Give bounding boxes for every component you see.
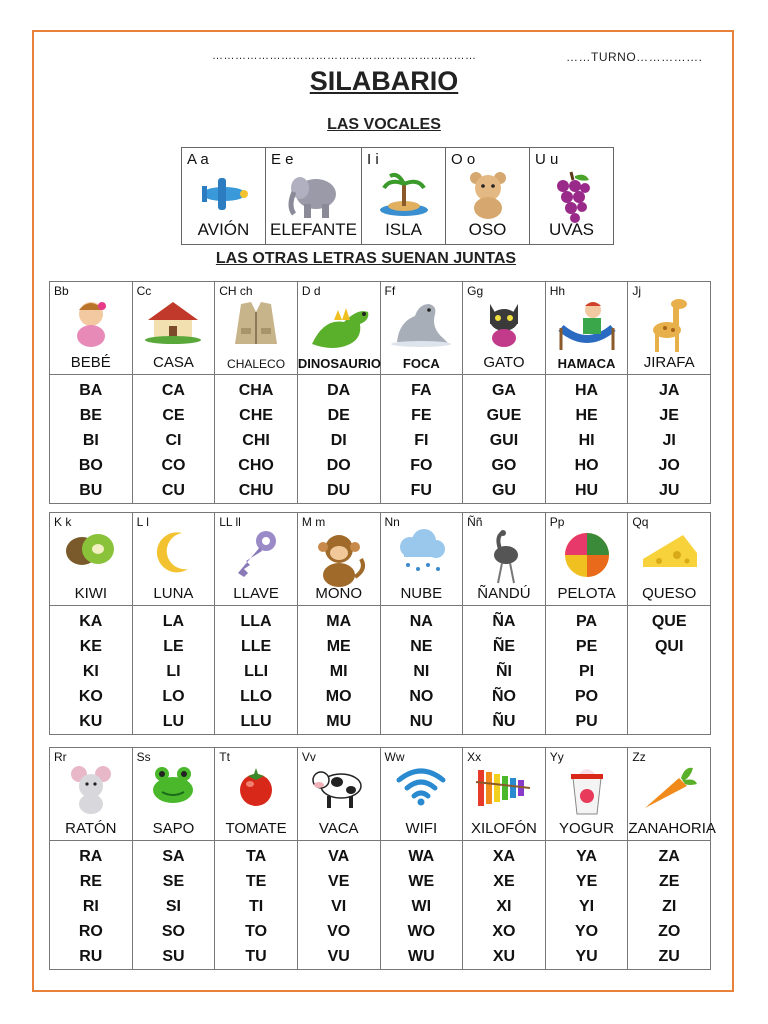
letter-cell	[628, 748, 716, 841]
syllable: HU	[575, 482, 599, 499]
cat-icon	[482, 298, 526, 353]
elephant-icon	[284, 170, 344, 225]
syllable: SE	[162, 873, 185, 890]
letter-label: Tt	[219, 750, 230, 764]
syllable: SO	[161, 923, 185, 940]
vowel-word: AVIÓN	[197, 220, 250, 239]
consonant-table-3	[49, 747, 716, 970]
letter-cell	[132, 282, 215, 375]
syllable: GA	[491, 382, 516, 399]
syllable: FA	[411, 382, 432, 399]
word-label: PELOTA	[557, 585, 616, 602]
word-label: NUBE	[400, 585, 443, 602]
airplane-icon	[196, 170, 252, 221]
word-label: CHALECO	[227, 357, 286, 371]
syllable-cell	[297, 606, 380, 735]
syllable: PU	[575, 713, 598, 730]
syllable: BE	[79, 407, 102, 424]
syllable-cell	[50, 841, 133, 970]
cloud-icon	[392, 529, 450, 580]
picture-row	[50, 513, 711, 606]
syllable: NO	[409, 688, 434, 705]
seal-icon	[389, 298, 453, 353]
word-label: JIRAFA	[643, 354, 695, 371]
word-label: BEBÉ	[70, 354, 111, 371]
letter-label: L l	[136, 515, 149, 529]
syllable: CHU	[238, 482, 274, 499]
syllable: MI	[329, 663, 348, 680]
picture-row	[50, 748, 711, 841]
wifi-icon	[393, 764, 449, 813]
syllable: QUI	[654, 638, 684, 655]
syllable: TO	[245, 923, 268, 940]
syllable: VI	[331, 898, 347, 915]
syllable-cell	[545, 375, 628, 504]
syllable: ZU	[658, 948, 680, 965]
syllable-cell	[132, 606, 215, 735]
letter-label: Qq	[632, 515, 649, 529]
syllable: WO	[407, 923, 436, 940]
syllable-cell	[463, 375, 546, 504]
turno-line: ……TURNO…………….	[566, 50, 703, 64]
syllable-row	[50, 375, 711, 504]
syllable: HE	[575, 407, 598, 424]
vowel-cell-i	[362, 148, 446, 245]
syllable-cell	[215, 841, 298, 970]
letter-cell	[380, 282, 463, 375]
letter-cell	[215, 282, 298, 375]
syllable-cell	[297, 375, 380, 504]
frog-icon	[148, 764, 198, 813]
consonant-table-1	[49, 281, 711, 504]
syllable: NA	[409, 613, 433, 630]
syllable: HA	[575, 382, 599, 399]
mouse-icon	[69, 764, 113, 821]
syllable: SA	[162, 848, 185, 865]
kiwi-icon	[64, 529, 118, 574]
letter-label: Gg	[467, 284, 484, 298]
word-label: KIWI	[74, 585, 108, 602]
word-label: RATÓN	[65, 820, 117, 837]
letter-label: Rr	[54, 750, 67, 764]
syllable: PO	[575, 688, 599, 705]
syllable: TI	[248, 898, 264, 915]
word-label: SAPO	[152, 820, 195, 837]
syllable-cell	[132, 841, 215, 970]
letter-label: Cc	[136, 284, 152, 298]
syllable: ÑU	[492, 713, 516, 730]
syllable: ME	[326, 638, 351, 655]
island-icon	[376, 170, 432, 223]
syllable: LLU	[240, 713, 272, 730]
syllable: SI	[165, 898, 181, 915]
syllable: JI	[662, 432, 676, 449]
syllable: KO	[78, 688, 103, 705]
syllable: KA	[79, 613, 103, 630]
syllable: VA	[328, 848, 350, 865]
syllable-cell	[463, 841, 546, 970]
syllable: WI	[411, 898, 432, 915]
letter-cell	[297, 748, 380, 841]
syllable-cell	[463, 606, 546, 735]
syllable-row	[50, 606, 711, 735]
vowel-letter: U u	[535, 151, 559, 168]
xylophone-icon	[474, 764, 534, 815]
letter-cell	[545, 282, 628, 375]
syllable: PI	[579, 663, 595, 680]
syllable-cell	[50, 375, 133, 504]
letter-label: Ww	[384, 750, 405, 764]
name-line: ……………………………………………………………	[212, 50, 477, 62]
vowel-word: ELEFANTE	[270, 220, 357, 239]
syllable: KI	[82, 663, 99, 680]
syllable: VU	[327, 948, 350, 965]
picture-row	[50, 282, 711, 375]
syllable: BU	[79, 482, 103, 499]
syllable	[628, 709, 710, 734]
letter-label: Ññ	[467, 515, 483, 529]
dinosaur-icon	[304, 298, 374, 359]
syllable: NI	[413, 663, 430, 680]
syllable: BO	[78, 457, 103, 474]
letter-label: Ss	[136, 750, 151, 764]
bear-icon	[464, 170, 512, 225]
syllable: RO	[78, 923, 103, 940]
giraffe-icon	[647, 298, 691, 359]
syllable: VE	[328, 873, 350, 890]
syllable: CHI	[242, 432, 270, 449]
syllable: BI	[82, 432, 99, 449]
letter-label: Bb	[54, 284, 69, 298]
syllable-cell	[215, 606, 298, 735]
syllable-cell	[132, 375, 215, 504]
syllable: JE	[659, 407, 679, 424]
letter-cell	[215, 513, 298, 606]
syllable: GUE	[486, 407, 522, 424]
word-label: ZANAHORIA	[628, 820, 716, 837]
key-icon	[232, 529, 280, 584]
syllable: FO	[410, 457, 433, 474]
syllable: HO	[574, 457, 599, 474]
syllable: CHA	[238, 382, 274, 399]
word-label: HAMACA	[557, 356, 616, 371]
letter-cell	[380, 748, 463, 841]
syllable-cell	[545, 841, 628, 970]
letter-cell	[297, 282, 380, 375]
word-label: GATO	[483, 354, 525, 371]
syllable: FU	[410, 482, 432, 499]
syllable: XA	[492, 848, 516, 865]
syllable: ÑA	[492, 613, 516, 630]
letter-cell	[50, 282, 133, 375]
vowel-letter: A a	[187, 151, 209, 168]
vowel-word: UVAS	[548, 220, 595, 239]
syllable: HI	[578, 432, 595, 449]
word-label: LUNA	[153, 585, 194, 602]
syllable: YI	[579, 898, 595, 915]
vowel-word: OSO	[468, 220, 507, 239]
syllable: WE	[408, 873, 435, 890]
word-label: WIFI	[405, 820, 438, 837]
word-label: LLAVE	[233, 585, 279, 602]
syllable: PE	[575, 638, 598, 655]
letter-cell	[297, 513, 380, 606]
syllable-row	[50, 841, 711, 970]
word-label: MONO	[315, 585, 363, 602]
syllable: MA	[326, 613, 352, 630]
letter-cell	[545, 513, 628, 606]
letter-label: Jj	[632, 284, 642, 298]
syllable-cell	[380, 841, 463, 970]
syllable: CHE	[239, 407, 273, 424]
syllable: DO	[326, 457, 351, 474]
letter-cell	[132, 748, 215, 841]
syllable: GUI	[489, 432, 519, 449]
hammock-icon	[557, 298, 617, 359]
syllable: CHO	[238, 457, 274, 474]
syllable: XI	[496, 898, 512, 915]
syllable: WU	[407, 948, 435, 965]
syllable: RU	[79, 948, 103, 965]
house-icon	[144, 298, 202, 349]
syllable: LLI	[244, 663, 269, 680]
syllable: ZO	[658, 923, 681, 940]
syllable: JO	[658, 457, 680, 474]
vowel-word: ISLA	[385, 220, 422, 239]
letter-cell	[628, 282, 711, 375]
letter-label: LL ll	[219, 515, 241, 529]
syllable: YO	[575, 923, 599, 940]
syllable: JU	[658, 482, 680, 499]
syllable: RI	[82, 898, 99, 915]
cheese-icon	[639, 529, 699, 578]
page-title: SILABARIO	[309, 66, 459, 96]
syllable: BA	[79, 382, 103, 399]
syllable: FE	[411, 407, 432, 424]
letter-label: M m	[301, 515, 326, 529]
letter-label: Yy	[549, 750, 564, 764]
syllable: LLA	[240, 613, 272, 630]
syllable: WA	[408, 848, 435, 865]
syllable: LU	[162, 713, 185, 730]
syllable: CI	[165, 432, 182, 449]
syllable: XE	[493, 873, 515, 890]
vowel-letter: O o	[451, 151, 476, 168]
syllable-cell	[297, 841, 380, 970]
syllable: VO	[327, 923, 351, 940]
syllable: TA	[245, 848, 267, 865]
word-label: TOMATE	[225, 820, 287, 837]
vowel-cell-e	[266, 148, 362, 245]
syllable: CU	[161, 482, 185, 499]
syllable: NE	[410, 638, 433, 655]
carrot-icon	[639, 764, 699, 819]
syllable: YE	[575, 873, 598, 890]
syllable: QUE	[651, 613, 687, 630]
syllable: LLE	[240, 638, 272, 655]
syllable: DI	[330, 432, 347, 449]
consonant-table-2	[49, 512, 711, 735]
letter-label: Ff	[384, 284, 396, 298]
syllable: ÑI	[495, 663, 512, 680]
syllable: YA	[576, 848, 597, 865]
yogurt-icon	[567, 764, 607, 823]
syllable: KE	[79, 638, 102, 655]
syllable: CA	[161, 382, 185, 399]
syllable: YU	[575, 948, 598, 965]
word-label: QUESO	[642, 585, 697, 602]
syllable-cell	[628, 841, 711, 970]
word-label: CASA	[153, 354, 194, 371]
word-label: YOGUR	[559, 820, 615, 837]
syllable-cell	[215, 375, 298, 504]
letter-label: Xx	[467, 750, 482, 764]
syllable: XU	[492, 948, 516, 965]
word-label: ÑANDÚ	[477, 585, 531, 602]
syllable-cell	[628, 606, 711, 735]
syllable-cell	[380, 606, 463, 735]
syllable	[628, 684, 710, 709]
letter-cell	[380, 513, 463, 606]
syllable: LLO	[240, 688, 273, 705]
syllable: JA	[658, 382, 680, 399]
syllable: ZE	[658, 873, 680, 890]
baby-icon	[68, 298, 114, 353]
syllable: ZA	[658, 848, 680, 865]
vowel-letter: I i	[367, 151, 379, 168]
syllable: PA	[576, 613, 598, 630]
letter-cell	[545, 748, 628, 841]
syllable: DU	[327, 482, 351, 499]
vowel-cell-u	[530, 148, 614, 245]
letter-cell	[463, 748, 546, 841]
syllable: GO	[491, 457, 517, 474]
syllable: ÑE	[492, 638, 516, 655]
rhea-icon	[484, 529, 524, 590]
syllable: TE	[245, 873, 267, 890]
syllable	[628, 659, 710, 684]
vowel-letter: E e	[271, 151, 294, 168]
syllable-cell	[380, 375, 463, 504]
letter-cell	[463, 513, 546, 606]
syllable: SU	[162, 948, 185, 965]
syllable: ZI	[662, 898, 677, 915]
letter-cell	[132, 513, 215, 606]
syllable-cell	[628, 375, 711, 504]
syllable: RA	[79, 848, 103, 865]
word-label: VACA	[318, 820, 359, 837]
letter-cell	[215, 748, 298, 841]
ball-icon	[561, 529, 613, 586]
syllable: CE	[162, 407, 185, 424]
syllable: DE	[327, 407, 350, 424]
letter-label: K k	[54, 515, 72, 529]
word-label: DINOSAURIO	[297, 356, 381, 371]
vowel-cell-o	[446, 148, 530, 245]
syllable: LA	[162, 613, 185, 630]
syllable: TU	[245, 948, 267, 965]
letter-label: Zz	[632, 750, 646, 764]
letter-label: Nn	[384, 515, 400, 529]
letter-cell	[463, 282, 546, 375]
letter-label: CH ch	[219, 284, 253, 298]
syllable-cell	[50, 606, 133, 735]
syllable: XO	[492, 923, 516, 940]
syllable: LO	[162, 688, 185, 705]
syllable: ÑO	[491, 688, 516, 705]
moon-icon	[148, 529, 198, 580]
syllable: LE	[163, 638, 184, 655]
letter-label: D d	[301, 284, 321, 298]
vowel-cell-a	[182, 148, 266, 245]
letter-cell	[50, 748, 133, 841]
syllable: FI	[414, 432, 429, 449]
vest-icon	[231, 298, 281, 353]
cow-icon	[311, 764, 367, 815]
letter-label: Vv	[301, 750, 316, 764]
syllable: LI	[166, 663, 181, 680]
syllable-cell	[545, 606, 628, 735]
syllable: DA	[327, 382, 351, 399]
syllable: KU	[79, 713, 103, 730]
vowels-table	[181, 147, 614, 245]
syllable: NU	[409, 713, 433, 730]
word-label: FOCA	[402, 356, 440, 371]
word-label: XILOFÓN	[471, 820, 537, 837]
syllable: CO	[161, 457, 186, 474]
tomato-icon	[234, 764, 278, 813]
vowels-heading: LAS VOCALES	[327, 116, 441, 133]
letter-label: Hh	[549, 284, 566, 298]
syllable: MU	[326, 713, 352, 730]
syllable: GU	[491, 482, 516, 499]
letter-label: Pp	[549, 515, 565, 529]
others-heading: LAS OTRAS LETRAS SUENAN JUNTAS	[215, 250, 517, 267]
syllable: RE	[79, 873, 102, 890]
syllable: MO	[325, 688, 352, 705]
letter-cell	[628, 513, 711, 606]
letter-cell	[50, 513, 133, 606]
